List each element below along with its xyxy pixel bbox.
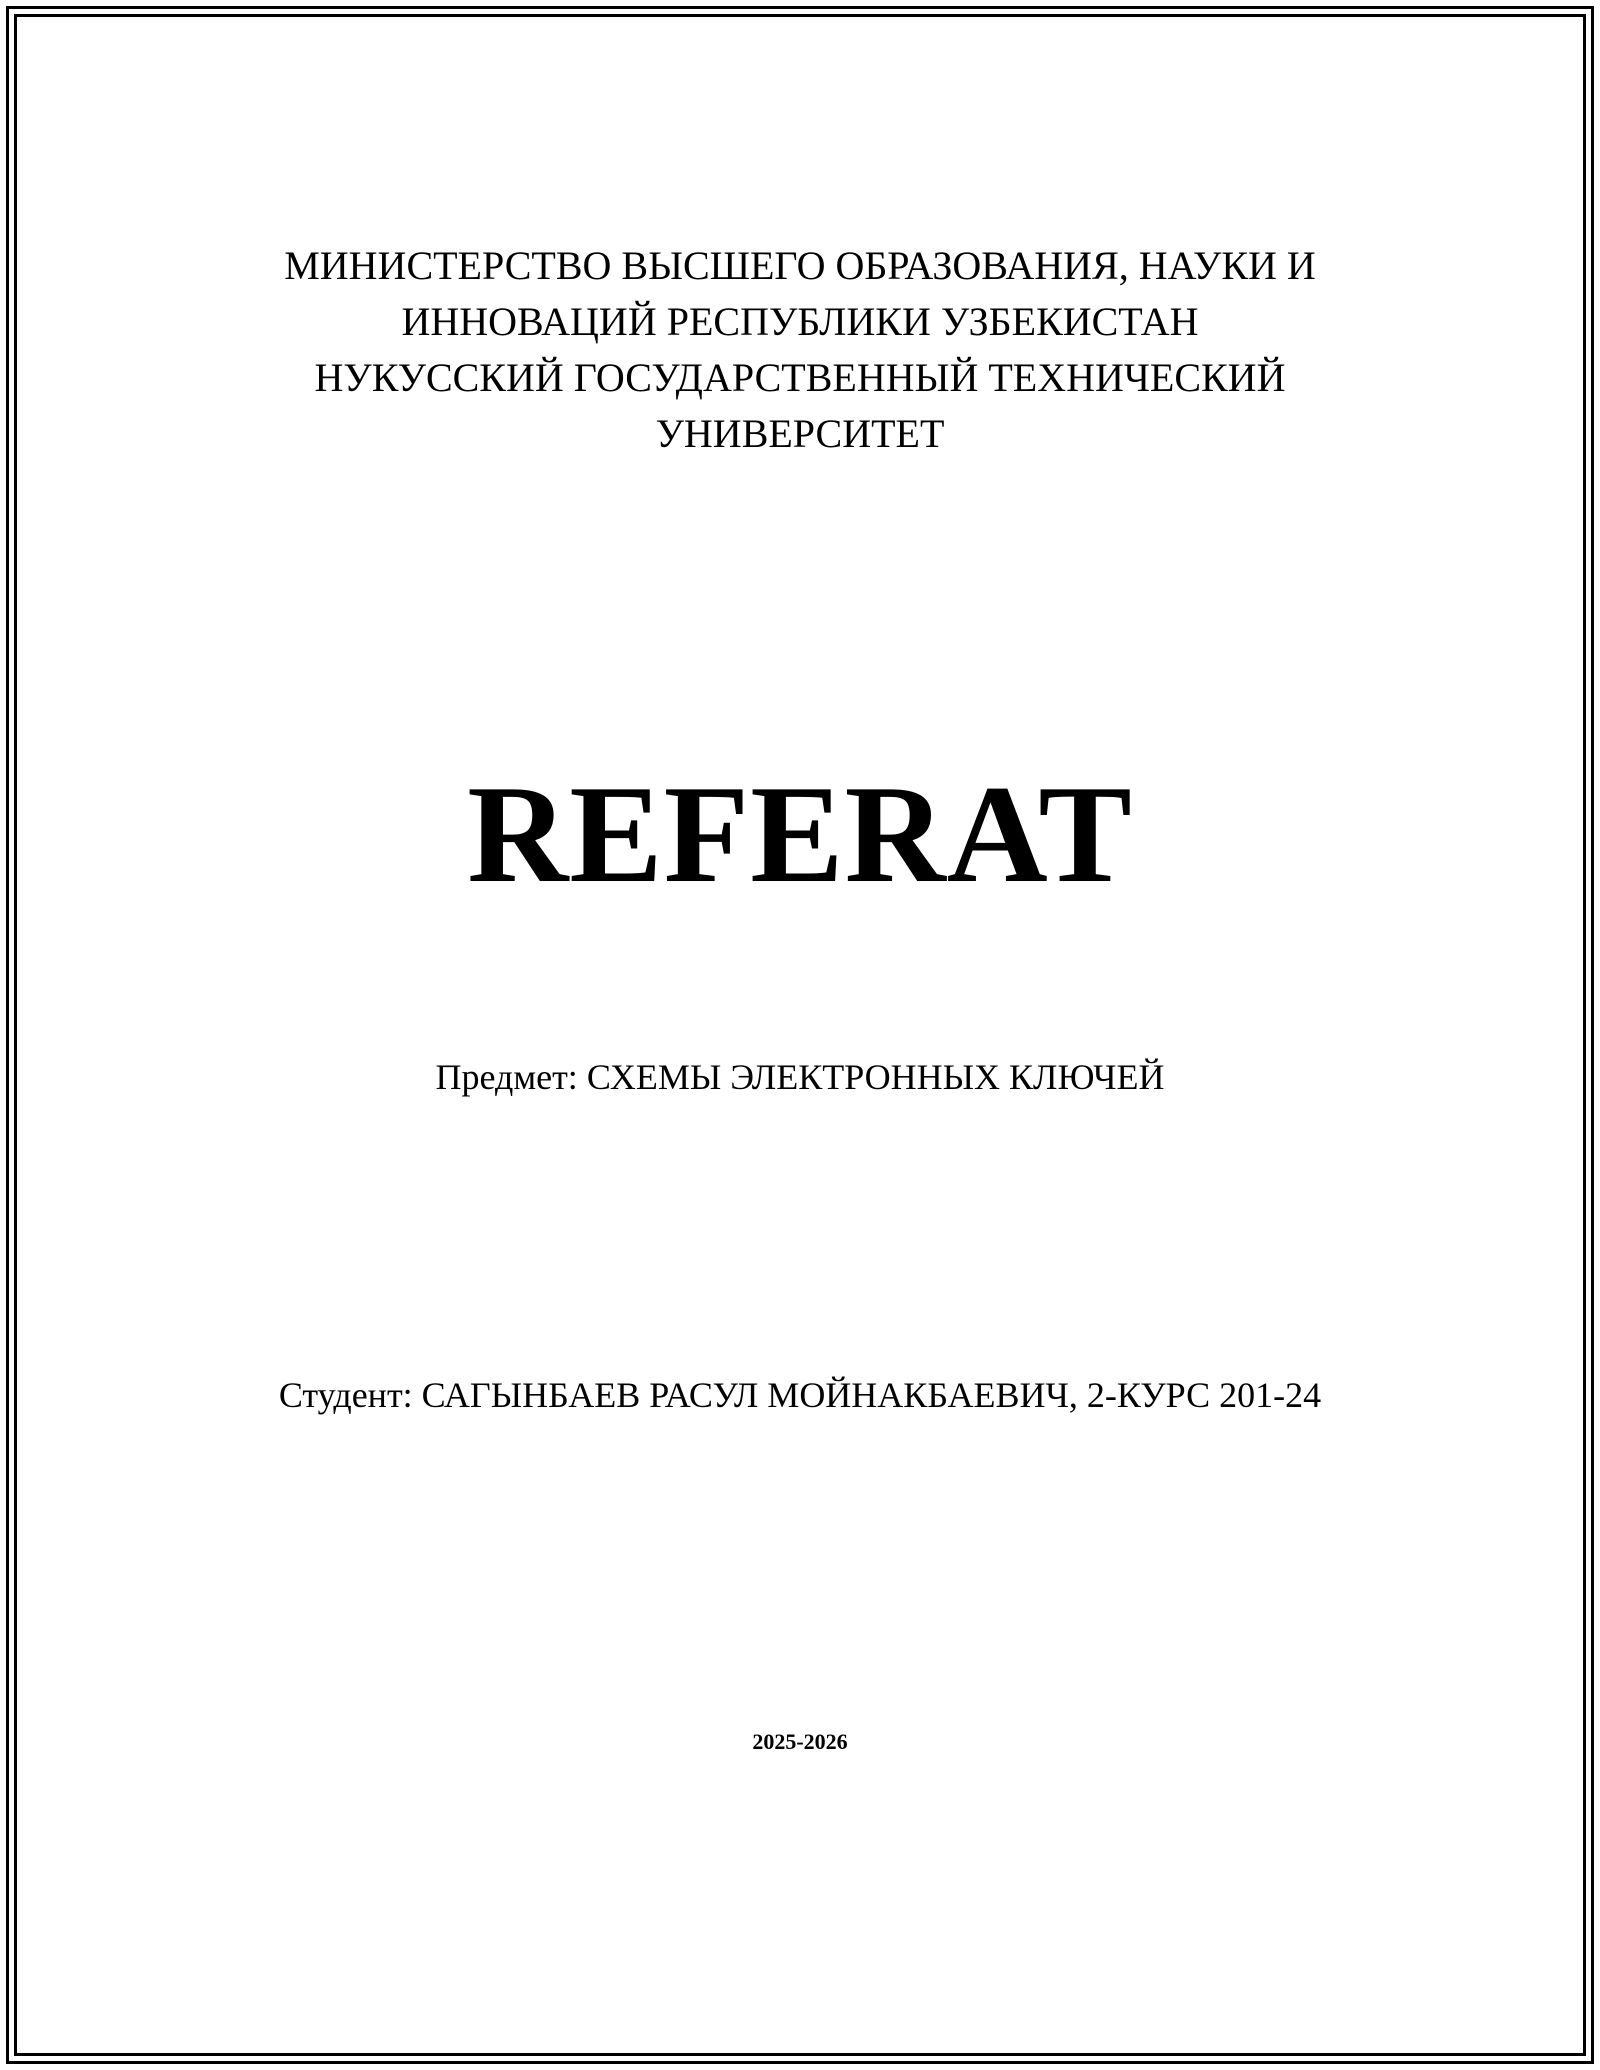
student-line: Студент: САГЫНБАЕВ РАСУЛ МОЙНАКБАЕВИЧ, 2-КУРС 201-24 xyxy=(278,1375,1322,1415)
institution-line-4: УНИВЕРСИТЕТ xyxy=(655,411,945,456)
subject-line: Предмет: СХЕМЫ ЭЛЕКТРОННЫХ КЛЮЧЕЙ xyxy=(435,1057,1165,1097)
institution-line-2: ИННОВАЦИЙ РЕСПУБЛИКИ УЗБЕКИСТАН xyxy=(401,299,1199,344)
academic-year: 2025-2026 xyxy=(752,1729,848,1754)
document-title: REFERAT xyxy=(467,757,1133,912)
institution-line-1: МИНИСТЕРСТВО ВЫСШЕГО ОБРАЗОВАНИЯ, НАУКИ И xyxy=(284,243,1316,288)
institution-header xyxy=(0,238,1600,462)
institution-line-3: НУКУССКИЙ ГОСУДАРСТВЕННЫЙ ТЕХНИЧЕСКИЙ xyxy=(314,355,1286,400)
